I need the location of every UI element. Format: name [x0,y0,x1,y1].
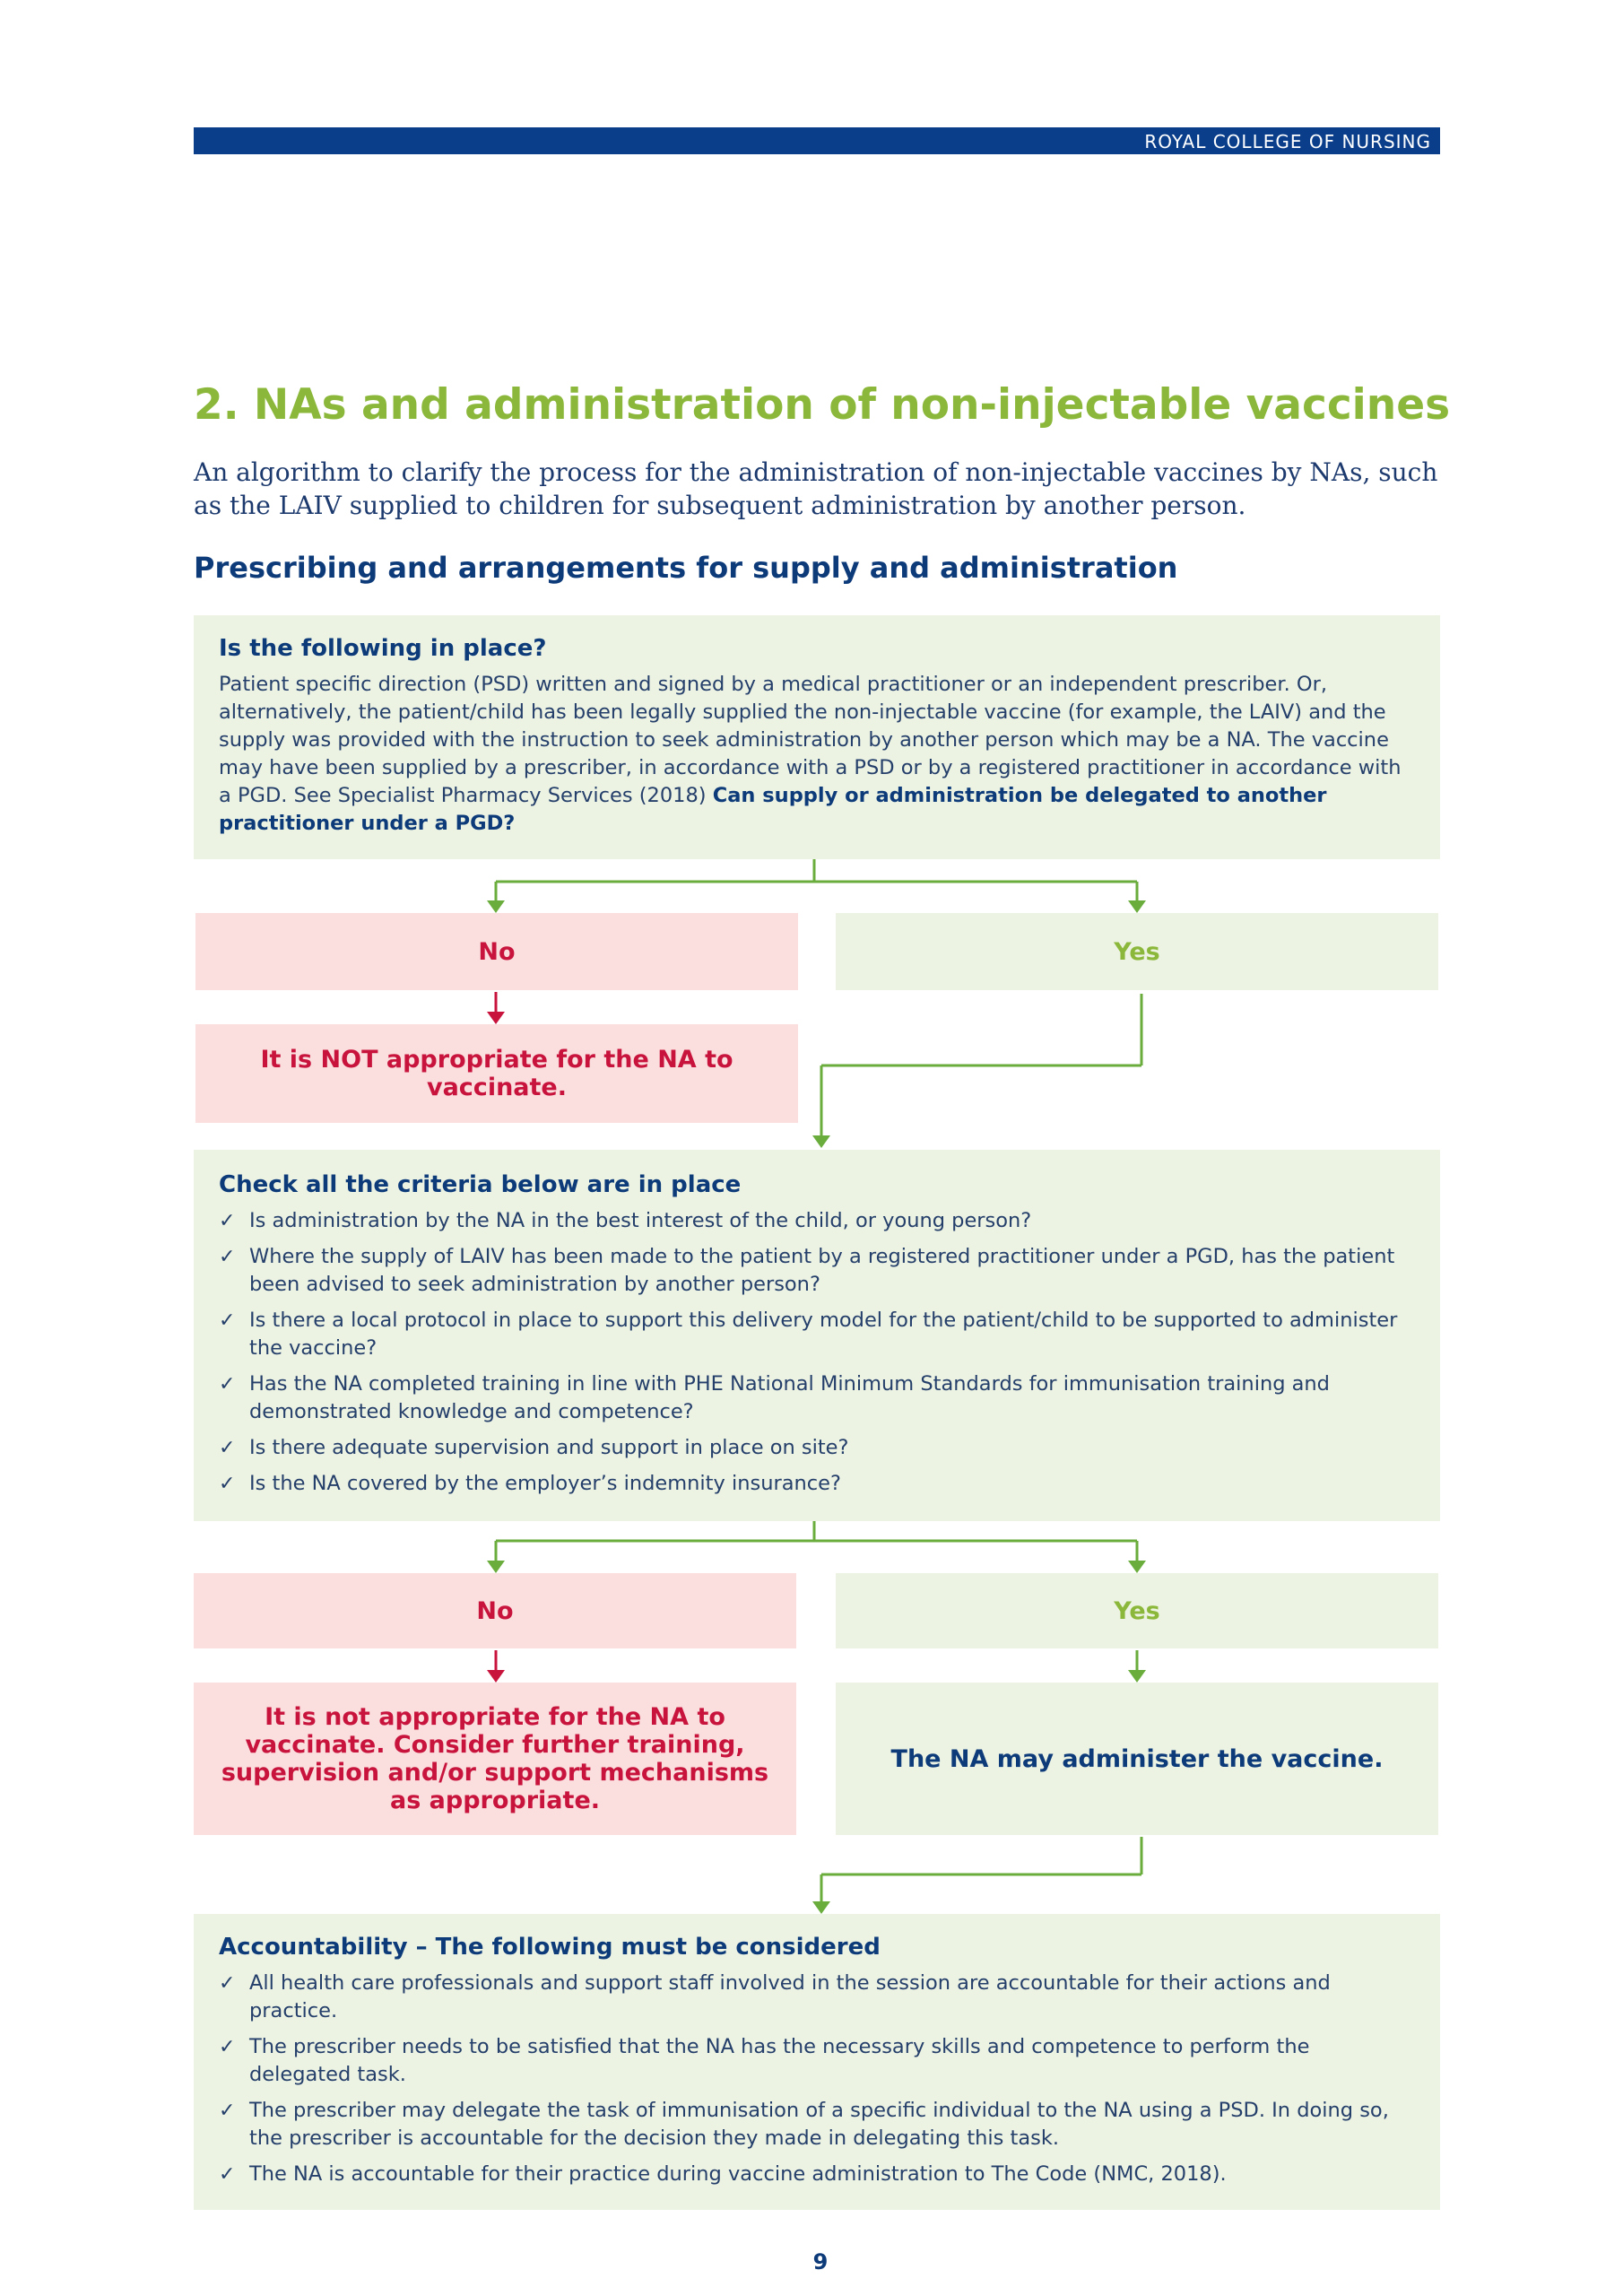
accountability-item [219,2033,1415,2089]
subheading: Prescribing and arrangements for supply and administration [194,551,1178,585]
decision2-yes-box [836,1573,1438,1648]
decision1-yes-box [836,913,1438,990]
check-icon: ✓ [219,2036,236,2058]
criteria-list [219,1207,1415,1498]
accountability-item-text: All health care professionals and support staff involved in the session are accountable for their actions and practice. [249,1971,1331,2022]
accountability-item-text: The prescriber needs to be satisfied that the NA has the necessary skills and competence to perform the delegated task. [249,2035,1310,2086]
accountability-item [219,2097,1415,2152]
check-icon: ✓ [219,2163,236,2186]
accountability-box [194,1914,1440,2210]
question-box-title: Is the following in place? [219,635,547,662]
decision1-no-outcome-box [195,1024,798,1123]
criteria-item [219,1307,1415,1362]
question-box-body-text: Patient specific direction (PSD) written and signed by a medical practitioner or an independent prescriber. Or, alternatively, the patient/child has been legally supplied the non-injectable vaccine (for example, the LAIV) and the supply was provided with the instruction to seek administration by another person which may be a NA. The vaccine may have been supplied by a prescriber, in accordance with a PSD or by a registered practitioner in accordance with a PGD. See Specialist Pharmacy Services (2018) [219,673,1402,807]
decision2-yes-outcome-box [836,1683,1438,1835]
accountability-box-title: Accountability – The following must be considered [219,1934,881,1961]
accountability-item-text: The NA is accountable for their practice during vaccine administration to The Code (NMC, 2018). [249,2162,1227,2186]
header-org-name: ROYAL COLLEGE OF NURSING [1144,131,1431,152]
question-box-psd [194,615,1440,859]
decision2-yes-outcome: The NA may administer the vaccine. [890,1744,1384,1773]
section-title: 2. NAs and administration of non-injectable vaccines [194,380,1451,430]
criteria-box-title: Check all the criteria below are in place [219,1171,742,1198]
check-icon: ✓ [219,1437,236,1459]
decision2-yes-label: Yes [1114,1596,1160,1625]
decision2-no-outcome-box [194,1683,796,1835]
accountability-list [219,1970,1415,2188]
check-icon: ✓ [219,2100,236,2122]
check-icon: ✓ [219,1373,236,1396]
check-icon: ✓ [219,1246,236,1268]
criteria-item [219,1434,1415,1462]
accountability-item [219,2161,1415,2188]
criteria-box [194,1150,1440,1521]
criteria-item-text: Has the NA completed training in line with PHE National Minimum Standards for immunisation training and demonstrated knowledge and competence? [249,1372,1330,1423]
decision2-no-label: No [476,1596,514,1625]
criteria-item [219,1470,1415,1498]
accountability-item-text: The prescriber may delegate the task of immunisation of a specific individual to the NA using a PSD. In doing so, the prescriber is accountable for the decision they made in delegating this task. [249,2099,1389,2150]
criteria-item [219,1207,1415,1235]
decision1-no-box [195,913,798,990]
criteria-item [219,1243,1415,1299]
criteria-item-text: Is administration by the NA in the best interest of the child, or young person? [249,1209,1032,1232]
question-box-body [219,671,1415,838]
check-icon: ✓ [219,1972,236,1995]
criteria-item-text: Is there a local protocol in place to support this delivery model for the patient/child to be supported to administer the vaccine? [249,1309,1398,1360]
check-icon: ✓ [219,1309,236,1332]
criteria-item-text: Is the NA covered by the employer’s indemnity insurance? [249,1472,841,1495]
decision1-yes-label: Yes [1114,937,1160,966]
decision1-no-label: No [478,937,516,966]
check-icon: ✓ [219,1473,236,1495]
page-number: 9 [812,2249,829,2274]
criteria-item-text: Is there adequate supervision and support in place on site? [249,1436,849,1459]
check-icon: ✓ [219,1210,236,1232]
intro-paragraph: An algorithm to clarify the process for the administration of non-injectable vaccines by NAs, such as the LAIV supplied to children for subsequent administration by another person. [194,457,1438,520]
decision1-no-outcome: It is NOT appropriate for the NA to vaccinate. [260,1046,733,1101]
accountability-item [219,1970,1415,2025]
decision2-no-box [194,1573,796,1648]
question-box-body-bold: Can supply or administration be delegated to another practitioner under a PGD? [219,784,1327,835]
criteria-item-text: Where the supply of LAIV has been made to the patient by a registered practitioner under a PGD, has the patient been advised to seek administration by another person? [249,1245,1395,1296]
decision2-no-outcome: It is not appropriate for the NA to vaccinate. Consider further training, supervision and/or support mechanisms as appropriate. [221,1703,769,1814]
criteria-item [219,1370,1415,1426]
